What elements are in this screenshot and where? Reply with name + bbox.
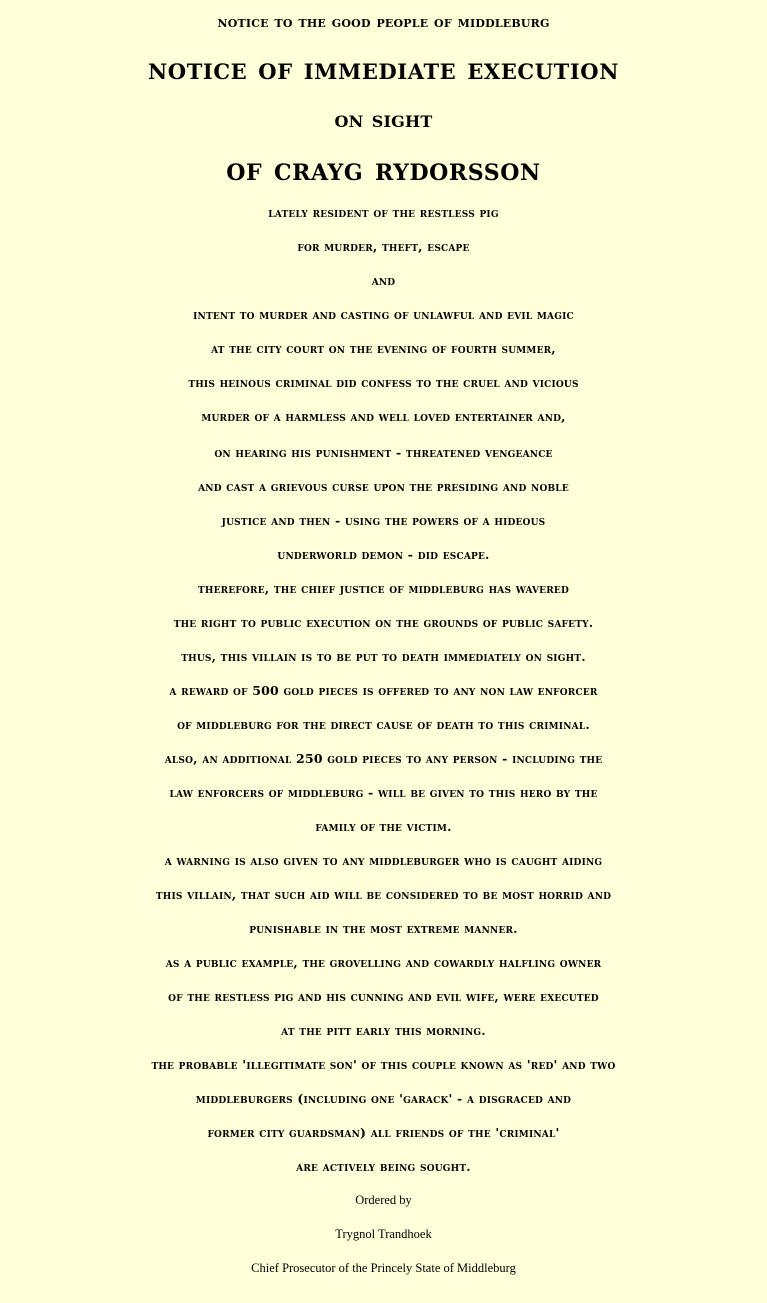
notice-title: notice of immediate execution [148,52,619,87]
body-line: this villain, that such aid will be considered to be most horrid and [155,887,612,902]
notice-pre-title: notice to the good people of middleburg [217,12,550,31]
body-line: justice and then - using the powers of a hideous [221,513,546,528]
body-line: for murder, theft, escape [297,239,470,254]
body-line: a reward of 500 gold pieces is offered to any non law enforcer [169,683,598,698]
body-line: of middleburg for the direct cause of death to this criminal. [177,717,590,732]
body-line: middleburgers (including one 'garack' - a disgraced and [195,1091,572,1106]
body-line: of the restless pig and his cunning and evil wife, were executed [168,989,599,1004]
body-line: lately resident of the restless pig [268,205,499,220]
body-line: and [371,273,396,288]
body-line: at the city court on the evening of fourth summer, [211,341,556,356]
notice-subject: of crayg rydorsson [226,150,541,188]
notice-subtitle: on sight [334,106,433,133]
body-line: punishable in the most extreme manner. [249,921,518,936]
body-line: underworld demon - did escape. [277,547,490,562]
ordered-by-label: Ordered by [355,1193,412,1207]
body-line: family of the victim. [315,819,452,834]
body-line: on hearing his punishment - threatened vengeance [214,445,553,460]
body-line: this heinous criminal did confess to the cruel and vicious [188,375,579,390]
body-line: thus, this villain is to be put to death immediately on sight. [181,649,586,664]
body-line: at the pitt early this morning. [281,1023,486,1038]
body-line: the right to public execution on the grounds of public safety. [173,615,594,630]
signatory-name: Trygnol Trandhoek [335,1227,432,1241]
body-line: the probable 'illegitimate son' of this couple known as 'red' and two [151,1057,616,1072]
body-line: as a public example, the grovelling and cowardly halfling owner [165,955,602,970]
body-line: also, an additional 250 gold pieces to any person - including the [164,751,603,766]
body-line: a warning is also given to any middleburger who is caught aiding [164,853,603,868]
signatory-position: Chief Prosecutor of the Princely State of Middleburg [251,1261,516,1275]
body-line: former city guardsman) all friends of the 'criminal' [207,1125,560,1140]
body-line: intent to murder and casting of unlawful and evil magic [193,307,574,322]
body-line: are actively being sought. [296,1159,471,1174]
body-line: law enforcers of middleburg - will be given to this hero by the [169,785,598,800]
body-line: therefore, the chief justice of middleburg has wavered [198,581,569,596]
body-line: and cast a grievous curse upon the presiding and noble [198,479,569,494]
body-line: murder of a harmless and well loved entertainer and, [201,409,566,424]
